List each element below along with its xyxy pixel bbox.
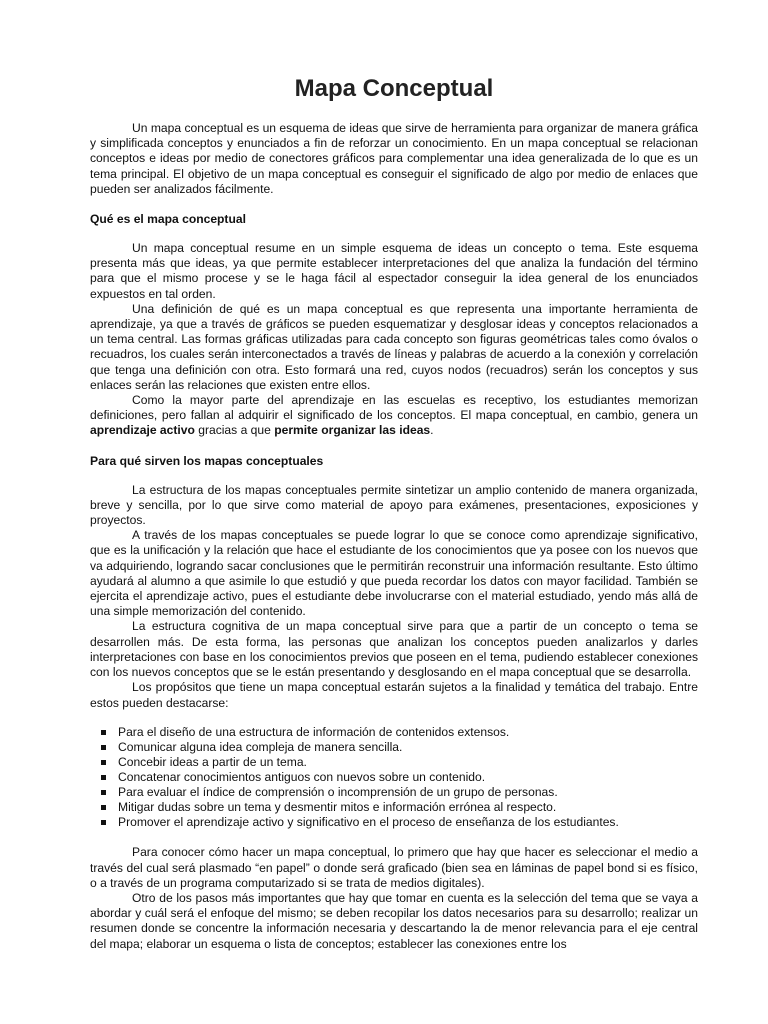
list-item bbox=[90, 815, 698, 830]
paragraph: La estructura cognitiva de un mapa conceptual sirve para que a partir de un concepto o tema se desarrollen más. De esta forma, las personas que analizan los conceptos pueden analizarlos y darles interpretaciones con base en los conocimientos previos que poseen en el tema, pudiendo establecer conexiones con los nuevos conceptos que se le están presentando y desglosando en el mapa conceptual que se desarrolla. bbox=[90, 619, 698, 680]
purposes-list bbox=[90, 725, 698, 831]
paragraph-text: gracias a que bbox=[194, 423, 275, 438]
paragraph-text: Como la mayor parte del aprendizaje en las escuelas es receptivo, los estudiantes memorizan definiciones, pero fallan al adquirir el significado de los conceptos. El mapa conceptual, en cambio, genera un bbox=[90, 393, 698, 423]
bold-text: aprendizaje activo bbox=[90, 423, 195, 438]
list-item-text: Para el diseño de una estructura de información de contenidos extensos. bbox=[118, 724, 510, 739]
paragraph: Otro de los pasos más importantes que hay que tomar en cuenta es la selección del tema que se vaya a abordar y cuál será el enfoque del mismo; se deben recopilar los datos necesarios para su desarrollo; realizar un resumen donde se concentre la información necesaria y descartando la de menor relevancia para el eje central del mapa; elaborar un esquema o lista de conceptos; establecer las conexiones entre los bbox=[90, 890, 698, 951]
paragraph: Para conocer cómo hacer un mapa conceptual, lo primero que hay que hacer es seleccionar el medio a través del cual será plasmado “en papel” o donde será graficado (bien sea en láminas de papel bond si es físico, o a través de un programa computarizado si se trata de medios digitales). bbox=[90, 845, 698, 890]
list-item-text: Concatenar conocimientos antiguos con nuevos sobre un contenido. bbox=[118, 769, 486, 784]
square-bullet-icon bbox=[101, 760, 106, 765]
list-item bbox=[90, 725, 698, 740]
list-item bbox=[90, 800, 698, 815]
list-item bbox=[90, 755, 698, 770]
list-item bbox=[90, 770, 698, 785]
list-item-text: Concebir ideas a partir de un tema. bbox=[118, 754, 307, 769]
paragraph: A través de los mapas conceptuales se puede lograr lo que se conoce como aprendizaje significativo, que es la unificación y la relación que hace el estudiante de los conocimientos que ya posee con los nuevos que va adquiriendo, logrando sacar conclusiones que le permitirán reconstruir una información resultante. Esto último ayudará al alumno a que asimile lo que estudió y que pueda recordar los datos con mayor facilidad. También se ejercita el aprendizaje activo, pues el estudiante debe involucrarse con el material estudiado, yendo más allá de una simple memorización del contenido. bbox=[90, 528, 698, 619]
section-heading-para-que: Para qué sirven los mapas conceptuales bbox=[90, 453, 324, 468]
page-title: Mapa Conceptual bbox=[294, 75, 494, 102]
section-heading-que-es: Qué es el mapa conceptual bbox=[90, 212, 246, 227]
list-item-text: Promover el aprendizaje activo y significativo en el proceso de enseñanza de los estudiantes. bbox=[118, 815, 619, 830]
list-item bbox=[90, 785, 698, 800]
square-bullet-icon bbox=[101, 805, 106, 810]
list-item-text: Comunicar alguna idea compleja de manera sencilla. bbox=[118, 739, 403, 754]
square-bullet-icon bbox=[101, 745, 106, 750]
bold-text: permite organizar las ideas bbox=[274, 423, 431, 438]
list-item-text: Para evaluar el índice de comprensión o incomprensión de un grupo de personas. bbox=[118, 785, 558, 800]
square-bullet-icon bbox=[101, 790, 106, 795]
list-item bbox=[90, 740, 698, 755]
paragraph: Un mapa conceptual resume en un simple esquema de ideas un concepto o tema. Este esquema presenta más que ideas, ya que permite establecer interpretaciones del que analiza la fundación del término para que el mismo procese y se le haga fácil al espectador conseguir la idea general de los enunciados expuestos en tal orden. bbox=[90, 241, 698, 301]
paragraph-text: . bbox=[430, 423, 434, 438]
intro-paragraph: Un mapa conceptual es un esquema de ideas que sirve de herramienta para organizar de manera gráfica y simplificada conceptos y enunciados a fin de reforzar un conocimiento. En un mapa conceptual se relacionan conceptos e ideas por medio de conectores gráficos para complementar una idea generalizada de lo que es un tema principal. El objetivo de un mapa conceptual es conseguir el significado de algo por medio de enlaces que pueden ser analizados fácilmente. bbox=[90, 121, 698, 196]
list-item-text: Mitigar dudas sobre un tema y desmentir mitos e información errónea al respecto. bbox=[118, 800, 557, 815]
square-bullet-icon bbox=[101, 775, 106, 780]
paragraph: La estructura de los mapas conceptuales permite sintetizar un amplio contenido de manera organizada, breve y sencilla, por lo que sirve como material de apoyo para exámenes, presentaciones, exposiciones y proyectos. bbox=[90, 482, 698, 528]
paragraph: Los propósitos que tiene un mapa conceptual estarán sujetos a la finalidad y temática del trabajo. Entre estos pueden destacarse: bbox=[90, 680, 698, 710]
paragraph: Una definición de qué es un mapa conceptual es que representa una importante herramienta de aprendizaje, ya que a través de gráficos se pueden esquematizar y desglosar ideas y conceptos relacionados a un tema central. Las formas gráficas utilizadas para cada concepto son figuras geométricas tales como óvalos o recuadros, los cuales serán interconectados a través de líneas y palabras de acuerdo a la conexión y correlación que tenga una definición con otra. Esto formará una red, cuyos nodos (recuadros) serán los conceptos y sus enlaces serán las relaciones que existen entre ellos. bbox=[90, 301, 698, 392]
square-bullet-icon bbox=[101, 730, 106, 735]
paragraph bbox=[90, 393, 698, 439]
square-bullet-icon bbox=[101, 820, 106, 825]
